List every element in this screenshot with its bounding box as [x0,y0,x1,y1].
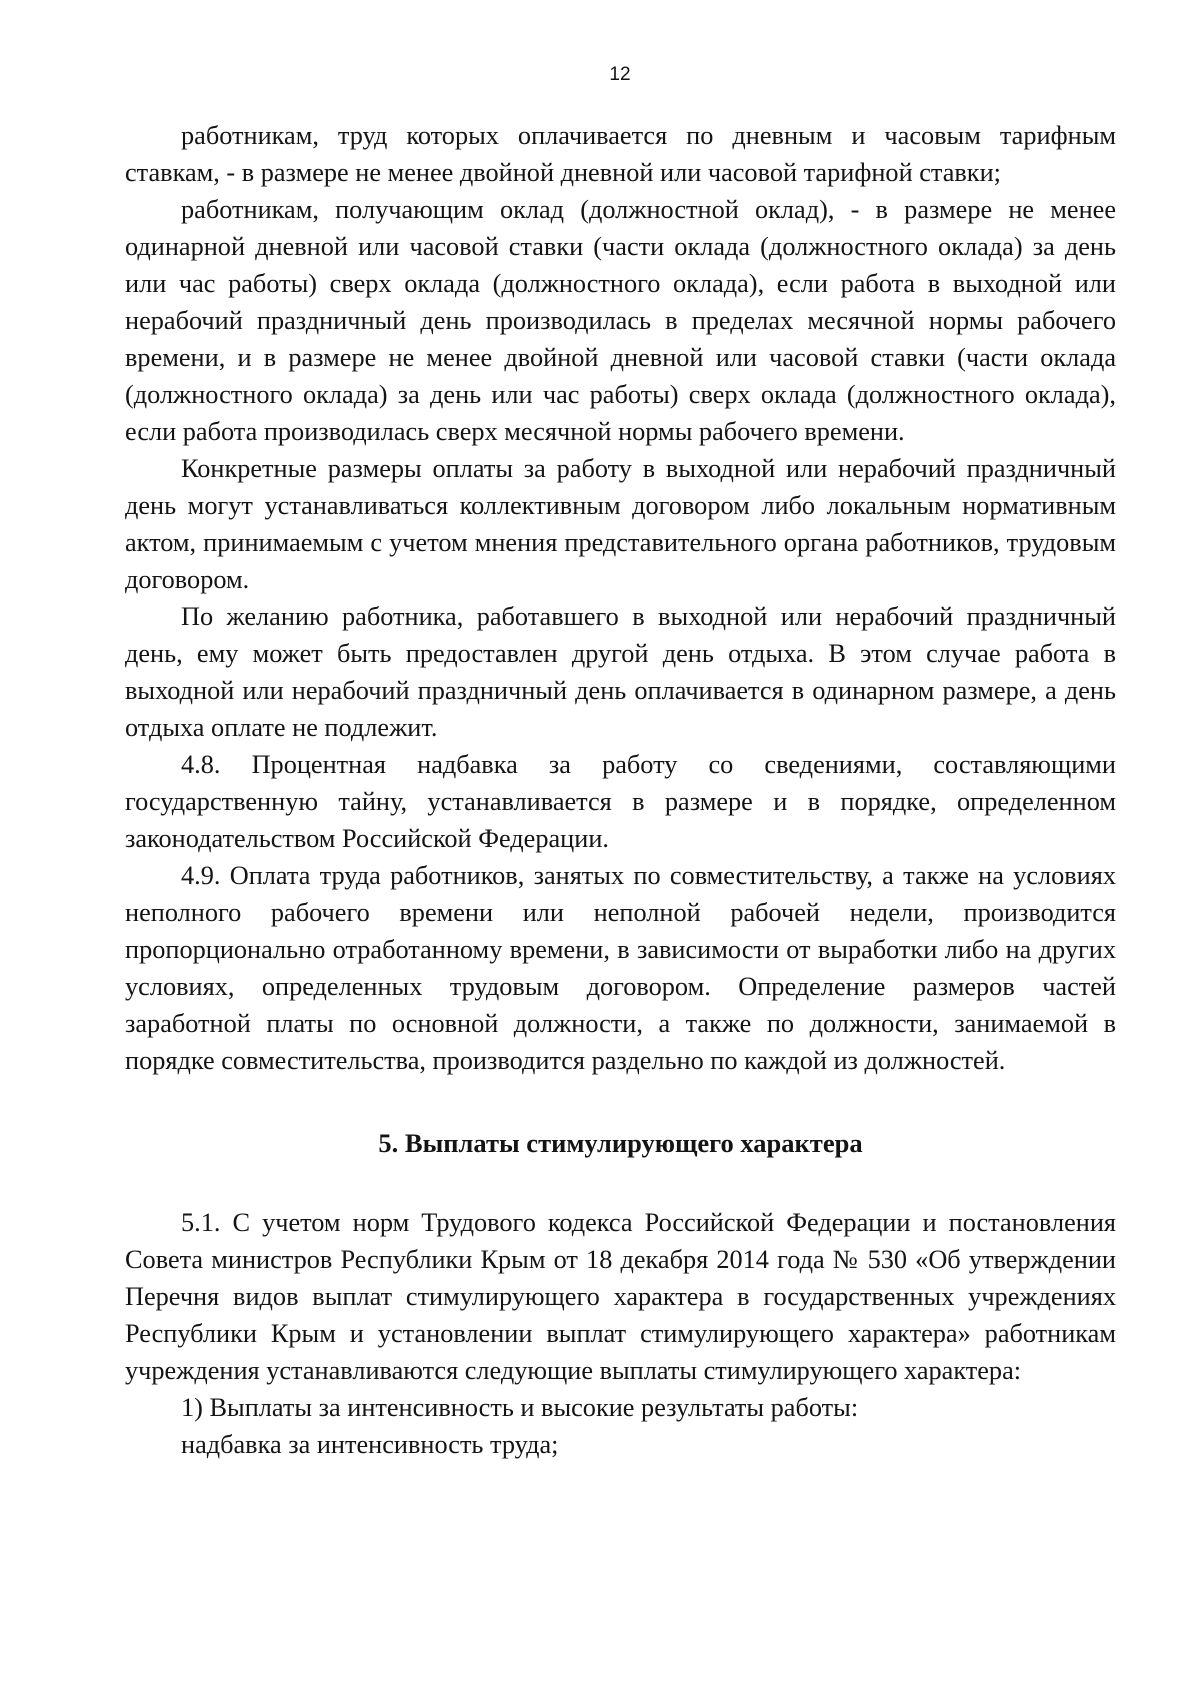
paragraph: 4.8. Процентная надбавка за работу со сведениями, составляющими государственную тайну, устанавливается в размере и в порядке, определенном законодательством Российской Федерации. [125,750,1116,853]
list-item: надбавка за интенсивность труда; [181,1430,559,1459]
list-item: 1) Выплаты за интенсивность и высокие результаты работы: [181,1393,859,1422]
section-heading: 5. Выплаты стимулирующего характера [378,1128,863,1158]
paragraph: 4.9. Оплата труда работников, занятых по совместительству, а также на условиях неполного рабочего времени или неполной рабочей недели, производится пропорционально отработанному времени, в зависимости от выработки либо на других условиях, определенных трудовым договором. Определение размеров частей заработной платы по основной должности, а также по должности, занимаемой в порядке совместительства, производится раздельно по каждой из должностей. [125,861,1116,1075]
paragraph: работникам, труд которых оплачивается по дневным и часовым тарифным ставкам, - в размере не менее двойной дневной или часовой тарифной ставки; [125,121,1116,187]
paragraph: Конкретные размеры оплаты за работу в выходной или нерабочий праздничный день могут устанавливаться коллективным договором либо локальным нормативным актом, принимаемым с учетом мнения представительного органа работников, трудовым договором. [125,454,1116,594]
paragraph: работникам, получающим оклад (должностной оклад), - в размере не менее одинарной дневной или часовой ставки (части оклада (должностного оклада) за день или час работы) сверх оклада (должностного оклада), если работа в выходной или нерабочий праздничный день производилась в пределах месячной нормы рабочего времени, и в размере не менее двойной дневной или часовой ставки (части оклада (должностного оклада) за день или час работы) сверх оклада (должностного оклада), если работа производилась сверх месячной нормы рабочего времени. [125,195,1116,446]
paragraph: 5.1. С учетом норм Трудового кодекса Российской Федерации и постановления Совета министров Республики Крым от 18 декабря 2014 года № 530 «Об утверждении Перечня видов выплат стимулирующего характера в государственных учреждениях Республики Крым и установлении выплат стимулирующего характера» работникам учреждения устанавливаются следующие выплаты стимулирующего характера: [125,1208,1116,1385]
paragraph: По желанию работника, работавшего в выходной или нерабочий праздничный день, ему может быть предоставлен другой день отдыха. В этом случае работа в выходной или нерабочий праздничный день оплачивается в одинарном размере, а день отдыха оплате не подлежит. [125,602,1116,742]
page-number: 12 [609,64,631,85]
document-body [125,117,1116,1463]
